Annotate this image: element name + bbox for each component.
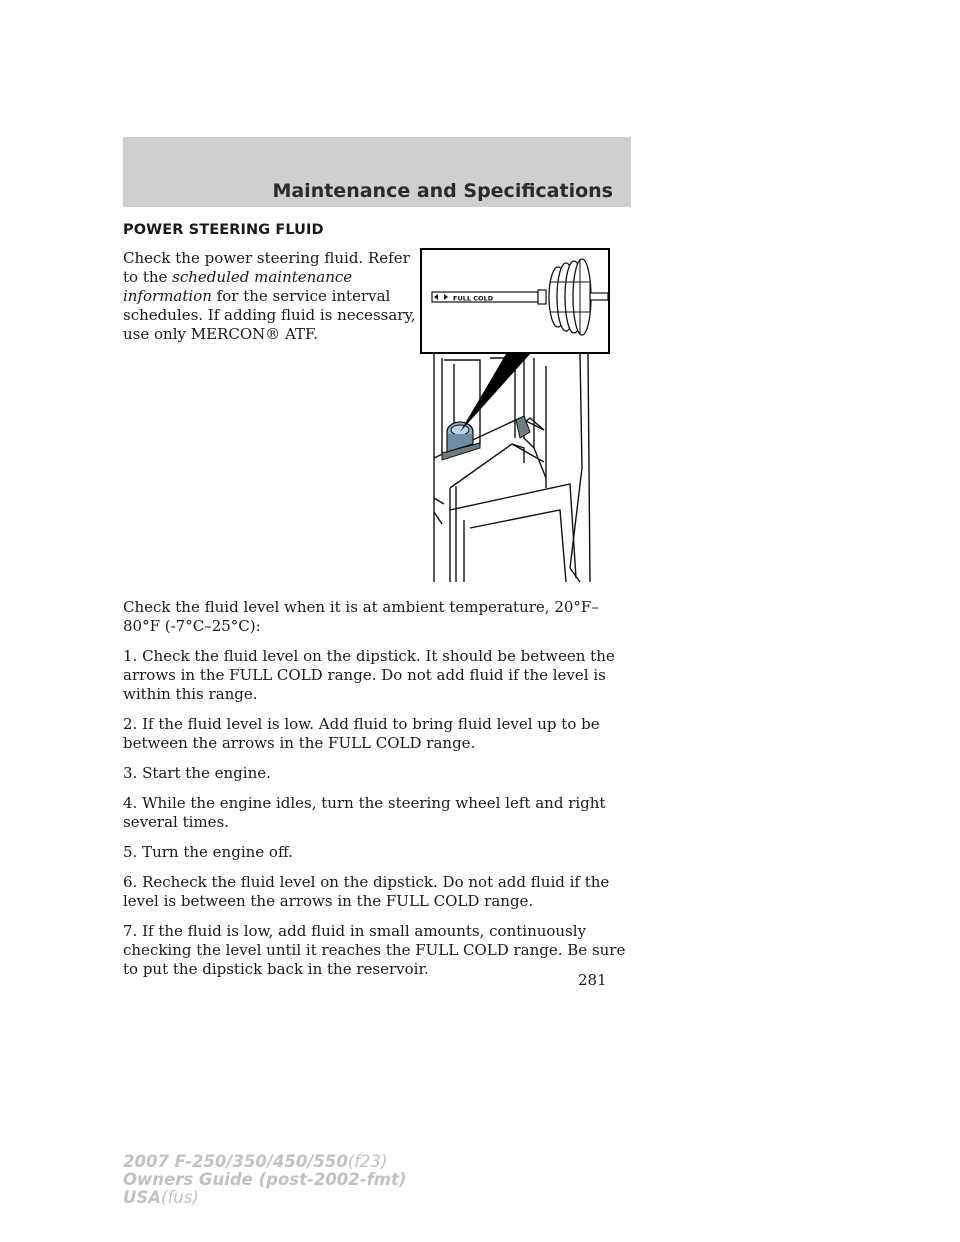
power-steering-reservoir-illustration <box>420 248 610 584</box>
page-header-title: Maintenance and Specifications <box>272 180 613 202</box>
header-band <box>123 137 631 207</box>
step-2: 2. If the fluid level is low. Add fluid to bring fluid level up to be between the arrows in the FULL COLD range. <box>123 715 600 752</box>
intro-text-1: Check the power steering fluid. Refer to the <box>123 249 410 286</box>
footer-market: USA <box>123 1188 162 1207</box>
instructions <box>123 598 633 990</box>
footer-model: 2007 F-250/350/450/550 <box>123 1152 348 1171</box>
footer-market-code: (fus) <box>161 1188 199 1207</box>
section-title: POWER STEERING FLUID <box>123 222 324 238</box>
step-7: 7. If the fluid is low, add fluid in small amounts, continuously checking the level until it reaches the FULL COLD range. Be sure to put the dipstick back in the reservoir. <box>123 922 626 978</box>
footer-line-1 <box>123 1153 406 1171</box>
temperature-note: Check the fluid level when it is at ambient temperature, 20°F–80°F (-7°C–25°C): <box>123 598 599 635</box>
footer-line-3 <box>123 1189 406 1207</box>
step-1: 1. Check the fluid level on the dipstick. It should be between the arrows in the FULL COLD range. Do not add fluid if the level is within this range. <box>123 647 615 703</box>
dipstick-label: FULL COLD <box>453 294 494 303</box>
document-footer <box>123 1153 406 1207</box>
step-3: 3. Start the engine. <box>123 764 271 782</box>
footer-line-2: Owners Guide (post-2002-fmt) <box>123 1170 407 1189</box>
page-number: 281 <box>578 971 607 989</box>
footer-model-code: (f23) <box>347 1152 388 1171</box>
intro-paragraph <box>123 249 423 344</box>
step-4: 4. While the engine idles, turn the steering wheel left and right several times. <box>123 794 606 831</box>
intro-text-2: for the service interval schedules. If adding fluid is necessary, use only MERCON® ATF. <box>123 287 416 343</box>
scheduled-maintenance-reference: scheduled maintenance information <box>123 268 353 305</box>
step-6: 6. Recheck the fluid level on the dipstick. Do not add fluid if the level is between the arrows in the FULL COLD range. <box>123 873 610 910</box>
step-5: 5. Turn the engine off. <box>123 843 293 861</box>
